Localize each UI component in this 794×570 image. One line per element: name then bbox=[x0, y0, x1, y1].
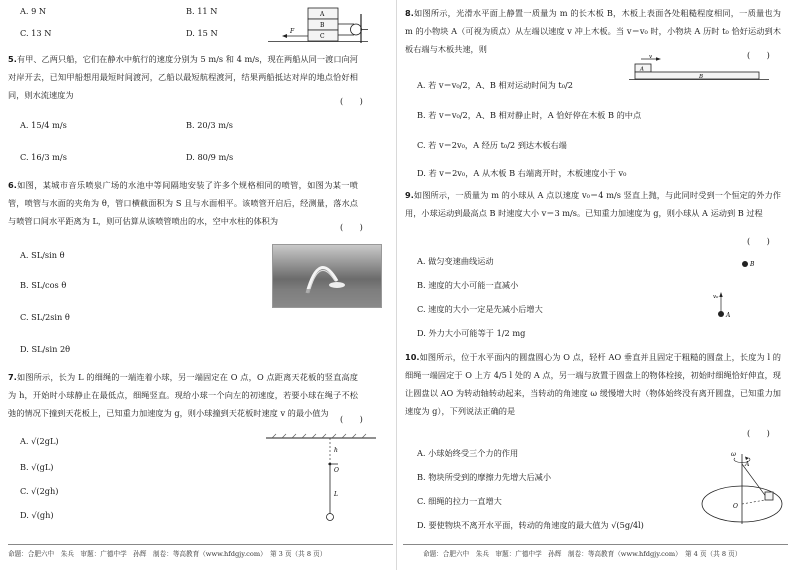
q8-board-figure bbox=[629, 56, 769, 82]
q4-option-c: C. 13 N bbox=[20, 28, 52, 38]
q5-option-c: C. 16/3 m/s bbox=[20, 152, 67, 162]
q8-option-b: B. 若 v＝v₀/2，A、B 相对静止时，A 恰好停在木板 B 的中点 bbox=[417, 110, 642, 120]
q4-option-a: A. 9 N bbox=[20, 6, 47, 16]
q8-label-a: A bbox=[640, 66, 644, 73]
q6-option-b: B. SL/cos θ bbox=[20, 280, 67, 290]
q4-block-figure bbox=[268, 6, 378, 44]
q10-option-c: C. 细绳的拉力一直增大 bbox=[417, 496, 502, 506]
q9-label-b: B bbox=[750, 261, 755, 268]
question-6-answer-bracket: ( ) bbox=[340, 222, 363, 232]
q9-option-a: A. 做匀变速曲线运动 bbox=[417, 256, 494, 266]
q9-label-a: A bbox=[726, 312, 731, 319]
q7-label-o: O bbox=[334, 467, 339, 474]
q9-label-v0: v₀ bbox=[713, 294, 719, 300]
q9-option-c: C. 速度的大小一定是先减小后增大 bbox=[417, 304, 543, 314]
q7-option-c: C. √(2gh) bbox=[20, 486, 59, 496]
question-10 bbox=[405, 348, 781, 420]
q10-disc-figure bbox=[697, 450, 787, 530]
question-8-answer-bracket: ( ) bbox=[747, 50, 770, 60]
q8-option-a: A. 若 v＝v₀/2，A、B 相对运动时间为 t₀/2 bbox=[417, 80, 573, 90]
q9-option-b: B. 速度的大小可能一直减小 bbox=[417, 280, 519, 290]
q9-ball-figure bbox=[713, 254, 773, 324]
question-8 bbox=[405, 4, 781, 58]
q10-label-o: O bbox=[733, 503, 738, 510]
q7-option-b: B. √(gL) bbox=[20, 462, 54, 472]
question-6 bbox=[8, 176, 358, 230]
question-7-answer-bracket: ( ) bbox=[340, 414, 363, 424]
page-4 bbox=[397, 0, 794, 570]
q6-option-d: D. SL/sin 2θ bbox=[20, 344, 71, 354]
fountain-jet-figure bbox=[273, 245, 381, 307]
footer-rule-right bbox=[403, 544, 788, 545]
question-8-number: 8. bbox=[405, 8, 414, 18]
q6-option-a: A. SL/sin θ bbox=[20, 250, 65, 260]
q8-label-b: B bbox=[699, 74, 704, 80]
question-9-number: 9. bbox=[405, 190, 414, 200]
question-9-text: 如图所示，一质量为 m 的小球从 A 点以速度 v₀＝4 m/s 竖直上抛，与此同时受到一个恒定的外力作用，小球运动到最高点 B 时速度大小 v＝3 m/s。已知重力加速度为 g，则小球从 A 运动到 B 过程 bbox=[405, 190, 781, 218]
q10-option-a: A. 小球始终受三个力的作用 bbox=[417, 448, 519, 458]
question-7-text: 如图所示，长为 L 的细绳的一端连着小球，另一端固定在 O 点，O 点距离天花板的竖直高度为 h，开始时小球静止在最低点，细绳竖直。现给小球一个向左的初速度，若要小球在绳子不松弛的情况下撞到天花板上，已知重力加速度为 g，则小球撞到天花板时速度 v 的最小值为 bbox=[8, 372, 358, 418]
question-6-text: 如图，某城市音乐喷泉广场的水池中等间隔地安装了许多个规格相同的喷管，如图为某一喷管，喷管与水面的夹角为 θ，管口横截面积为 S 且与水面相平。该喷管开启后，经测量，落水点与喷管口间水平距离为 L，则可估算从该喷管喷出的水，空中水柱的体积为 bbox=[8, 180, 358, 226]
question-5 bbox=[8, 50, 358, 104]
question-10-number: 10. bbox=[405, 352, 420, 362]
q9-option-d: D. 外力大小可能等于 1/2 mg bbox=[417, 328, 526, 338]
q8-option-d: D. 若 v＝2v₀，A 从木板 B 右端离开时，木板速度小于 v₀ bbox=[417, 168, 627, 178]
footer-left: 命题：合肥六中 朱兵 审题：广德中学 孙辉 制卷：等高教育（www.hfdgjy.com） 第 3 页（共 8 页） bbox=[8, 550, 327, 558]
q4-label-f: F bbox=[290, 28, 295, 35]
question-5-answer-bracket: ( ) bbox=[340, 96, 363, 106]
question-9-answer-bracket: ( ) bbox=[747, 236, 770, 246]
question-10-answer-bracket: ( ) bbox=[747, 428, 770, 438]
q5-option-d: D. 80/9 m/s bbox=[186, 152, 234, 162]
question-7-number: 7. bbox=[8, 372, 17, 382]
q10-option-b: B. 物块所受到的摩擦力先增大后减小 bbox=[417, 472, 552, 482]
q10-option-d: D. 要使物块不离开水平面，转动的角速度的最大值为 √(5g/4l) bbox=[417, 520, 644, 530]
question-8-text: 如图所示，光滑水平面上静置一质量为 m 的长木板 B，木板上表面各处粗糙程度相同，一质量也为 m 的小物块 A（可视为质点）从左端以速度 v 冲上木板。当 v＝v₀ 时，小物块 A 历时 t₀ 恰好运动到木板右端与木板共速，则 bbox=[405, 8, 781, 54]
q4-option-b: B. 11 N bbox=[186, 6, 218, 16]
q5-option-b: B. 20/3 m/s bbox=[186, 120, 233, 130]
q7-label-h: h bbox=[334, 447, 338, 454]
q4-label-c: C bbox=[320, 33, 325, 40]
question-5-number: 5. bbox=[8, 54, 17, 64]
question-6-number: 6. bbox=[8, 180, 17, 190]
q8-label-v: v bbox=[649, 54, 653, 60]
q4-option-d: D. 15 N bbox=[186, 28, 218, 38]
question-9 bbox=[405, 186, 781, 222]
q5-option-a: A. 15/4 m/s bbox=[20, 120, 67, 130]
question-5-text: 有甲、乙两只船，它们在静水中航行的速度分别为 5 m/s 和 4 m/s，现在两船从同一渡口向河对岸开去，已知甲船想用最短时间渡河，乙船以最短航程渡河，结果两船抵达对岸的地点恰好相同，则水流速度为 bbox=[8, 54, 358, 100]
question-10-text: 如图所示，位于水平面内的圆盘圆心为 O 点，轻杆 AO 垂直并且固定于粗糙的圆盘上，长度为 l 的细绳一端固定于 O 上方 4/5 l 处的 A 点，另一端与放置于圆盘上的物体栓接，初始时细绳恰好伸直，现让圆盘以 AO 为转动轴转动起来，当转动的角速度 ω 缓慢增大时（物体始终没有离开圆盘，已知重力加速度为 g），下列说法正确的是 bbox=[405, 352, 781, 416]
q10-label-omega: ω bbox=[731, 451, 736, 458]
footer-right: 命题：合肥六中 朱兵 审题：广德中学 孙辉 制卷：等高教育（www.hfdgjy.com） 第 4 页（共 8 页） bbox=[423, 550, 742, 558]
q4-label-b: B bbox=[320, 22, 325, 29]
q4-label-a: A bbox=[320, 11, 325, 18]
q7-pendulum-figure bbox=[266, 434, 386, 526]
question-7 bbox=[8, 368, 358, 422]
fountain-photo bbox=[272, 244, 382, 308]
q10-label-a: A bbox=[745, 461, 750, 468]
footer-rule-left bbox=[8, 544, 393, 545]
q7-label-l: L bbox=[334, 491, 338, 498]
q7-option-a: A. √(2gL) bbox=[20, 436, 59, 446]
q8-option-c: C. 若 v＝2v₀，A 经历 t₀/2 到达木板右端 bbox=[417, 140, 567, 150]
q7-option-d: D. √(gh) bbox=[20, 510, 54, 520]
q6-option-c: C. SL/2sin θ bbox=[20, 312, 70, 322]
